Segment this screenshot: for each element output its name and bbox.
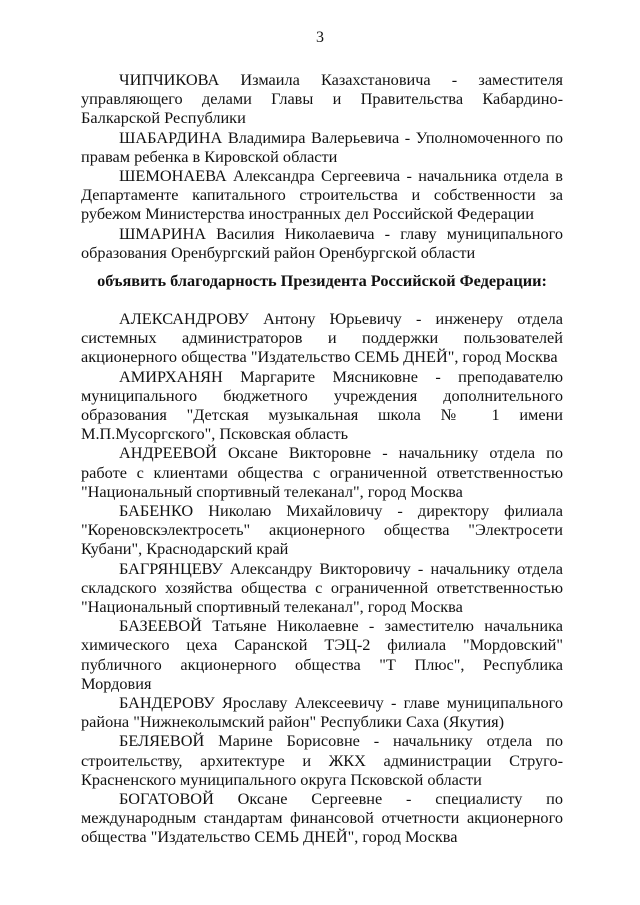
gratitude-entry: БЕЛЯЕВОЙ Марине Борисовне - начальнику отдела по строительству, архитектуре и ЖКХ администрации Струго-Красненского муниципального округа Псковской области — [81, 731, 563, 789]
award-entry: ШЕМОНАЕВА Александра Сергеевича - начальника отдела в Департаменте капитального строительства и собственности за рубежом Министерства иностранных дел Российской Федерации — [81, 166, 563, 224]
gratitude-list-section — [81, 309, 563, 847]
gratitude-entry: БАЗЕЕВОЙ Татьяне Николаевне - заместителю начальника химического цеха Саранской ТЭЦ-2 филиала "Мордовский" публичного акционерного общества "Т Плюс", Республика Мордовия — [81, 616, 563, 693]
award-list-section — [81, 70, 563, 262]
gratitude-entry: БАБЕНКО Николаю Михайловичу - директору филиала "Кореновскэлектросеть" акционерного общества "Электросети Кубани", Краснодарский край — [81, 501, 563, 559]
award-entry: ЧИПЧИКОВА Измаила Казахстановича - заместителя управляющего делами Главы и Правительства Кабардино-Балкарской Республики — [81, 70, 563, 128]
award-entry: ШАБАРДИНА Владимира Валерьевича - Уполномоченного по правам ребенка в Кировской области — [81, 127, 563, 166]
gratitude-entry: АМИРХАНЯН Маргарите Мясниковне - преподавателю муниципального бюджетного учреждения дополнительного образования "Детская музыкальная школа № 1 имени М.П.Мусоргского", Псковская область — [81, 366, 563, 444]
award-entry: ШМАРИНА Василия Николаевича - главу муниципального образования Оренбургский район Оренбургской области — [81, 223, 563, 262]
section-heading: объявить благодарность Президента Российской Федерации: — [97, 271, 547, 290]
gratitude-entry: АНДРЕЕВОЙ Оксане Викторовне - начальнику отдела по работе с клиентами общества с ограниченной ответственностью "Национальный спортивный телеканал", город Москва — [81, 443, 563, 501]
page-number: 3 — [316, 29, 324, 46]
gratitude-entry: БАГРЯНЦЕВУ Александру Викторовичу - начальнику отдела складского хозяйства общества с ограниченной ответственностью "Национальный спортивный телеканал", город Москва — [81, 558, 563, 617]
gratitude-entry: БОГАТОВОЙ Оксане Сергеевне - специалисту по международным стандартам финансовой отчетности акционерного общества "Издательство СЕМЬ ДНЕЙ", город Москва — [81, 789, 563, 847]
gratitude-entry: БАНДЕРОВУ Ярославу Алексеевичу - главе муниципального района "Нижнеколымский район" Республики Саха (Якутия) — [81, 693, 563, 732]
gratitude-entry: АЛЕКСАНДРОВУ Антону Юрьевичу - инженеру отдела системных администраторов и поддержки пользователей акционерного общества "Издательство СЕМЬ ДНЕЙ", город Москва — [81, 309, 563, 367]
